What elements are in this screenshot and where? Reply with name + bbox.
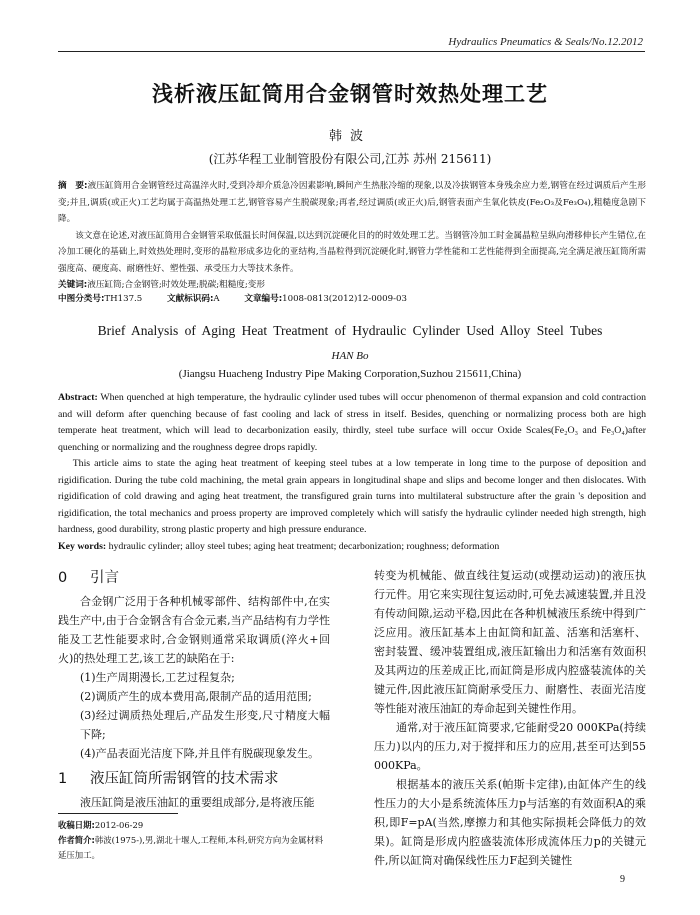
abstract-text-en-1: When quenched at high temperature, the hydraulic cylinder used tubes will occur phenomenon of thermal expansion and cold contraction and will deform after quenching because of fast cooling and lack of stress in itself. Besides, quenching or normalizing process both are high temperate heat treatment, which will lead to decarbonization easily, thirdly, steel tube surface will occur Oxide Scales(Fe₂O₃ and Fe₃O₄)after quenching or normalizing and the roughness degree drops rapidly. <box>58 392 647 453</box>
chinese-affiliation: (江苏华程工业制管股份有限公司,江苏 苏州 215611) <box>208 152 492 166</box>
abstract-label-en: Abstract: <box>58 392 98 403</box>
abstract-label-cn: 摘 要: <box>58 181 88 191</box>
keywords-text-cn: 液压缸筒;合金钢管;时效处理;脱碳;粗糙度;变形 <box>87 280 265 290</box>
right-paragraph-3: 根据基本的液压关系(帕斯卡定律),由缸体产生的线性压力的大小是系统流体压力p与活塞的有效面积A的乘积,即F=pA(当然,摩擦力和其他实际损耗会降低力的效果)。缸筒是形成内腔盛装流体形成流体压力p的关键元件,所以缸筒对确保线性压力F起到关键性 <box>374 778 646 867</box>
english-title: Brief Analysis of Aging Heat Treatment of Hydraulic Cylinder Used Alloy Steel Tubes <box>97 323 603 338</box>
doc-code-value: A <box>213 294 220 304</box>
right-paragraph-1: 转变为机械能、做直线往复运动(或摆动运动)的液压执行元件。用它来实现往复运动时,可免去减速装置,并且没有传动间隙,运动平稳,因此在各种机械液压系统中得到广泛应用。液压缸基本上由缸筒和缸盖、活塞和活塞杆、密封装置、缓冲装置组成,液压缸输出力和活塞有效面积及其两边的压差成正比,而缸筒是形成内腔盛装流体的关键元件,因此液压缸筒耐承受压力、耐磨性、表面光洁度等性能对液压油缸的寿命起到关键性作用。 <box>374 569 646 715</box>
english-abstract <box>58 390 646 555</box>
chinese-abstract-para-1 <box>58 178 646 228</box>
left-column <box>58 562 330 812</box>
section-0-number: 0 <box>58 570 68 586</box>
clc-label: 中图分类号: <box>58 294 105 304</box>
footnote <box>58 818 330 863</box>
english-abstract-para-1 <box>58 390 646 456</box>
author-bio <box>58 833 330 863</box>
keywords-text-en: hydraulic cylinder; alloy steel tubes; aging heat treatment; decarbonization; roughness; deformation <box>108 540 500 552</box>
defect-item-4: (4)产品表面光洁度下降,并且伴有脱碳现象发生。 <box>80 747 320 760</box>
clc-value: TH137.5 <box>104 294 143 304</box>
chinese-abstract <box>58 178 646 294</box>
doc-code-label: 文献标识码: <box>166 294 214 304</box>
english-abstract-para-2: This article aims to state the aging heat treatment of keeping steel tubes at a low temperate in long time to the purpose of deposition and rigidification. During the tube cold machining, the metal grain appears in longitudinal shape and slips and become longer and then dislocates. With rigidification of cold drawing and aging heat treatment, the transfigured grain turns into multilateral substructure after the grain 's deposition and rigidification, the total mechanics and proess property are improved completely which will satisfy the hydraulic cylinder needed high strength, high hardness, good durability, strong plastic property and high pressure endurance. <box>58 458 646 535</box>
chinese-title: 浅析液压缸筒用合金钢管时效热处理工艺 <box>152 82 548 106</box>
footnote-rule <box>58 813 178 814</box>
chinese-author: 韩波 <box>328 129 371 144</box>
section-1-paragraph: 液压缸筒是液压油缸的重要组成部分,是将液压能 <box>80 796 315 809</box>
section-0-heading <box>58 568 330 588</box>
section-1-number: 1 <box>58 771 68 787</box>
received-value: 2012-06-29 <box>94 820 144 830</box>
keywords-label-en: Key words: <box>58 540 107 552</box>
article-number <box>244 292 407 304</box>
section-1-heading <box>58 769 330 789</box>
right-column <box>374 566 646 870</box>
defect-item-3: (3)经过调质热处理后,产品发生形变,尺寸精度大幅下降; <box>80 709 330 741</box>
header-rule <box>58 51 645 52</box>
article-no-label: 文章编号: <box>244 294 283 304</box>
english-author: HAN Bo <box>331 350 369 362</box>
document-code <box>167 292 220 304</box>
defect-item-2: (2)调质产生的成本费用高,限制产品的适用范围; <box>80 690 312 703</box>
author-bio-label: 作者简介: <box>58 835 95 845</box>
keywords-label-cn: 关键词: <box>58 280 88 290</box>
english-affiliation: (Jiangsu Huacheng Industry Pipe Making Corporation,Suzhou 215611,China) <box>178 368 522 380</box>
article-no-value: 1008-0813(2012)12-0009-03 <box>282 294 407 304</box>
english-keywords <box>58 539 646 556</box>
right-paragraph-2: 通常,对于液压缸筒要求,它能耐受20 000KPa(持续压力)以内的压力,对于搅拌和压力的应用,甚至可达到55 000KPa。 <box>374 721 646 772</box>
classification-line <box>58 292 646 304</box>
running-header: Hydraulics Pneumatics & Seals/No.12.2012 <box>448 36 643 48</box>
author-bio-text: 韩波(1975-),男,湖北十堰人,工程师,本科,研究方向为金属材料延压加工。 <box>58 835 324 860</box>
abstract-text-cn-1: 液压缸筒用合金钢管经过高温淬火时,受到冷却介质急冷因素影响,瞬间产生热胀冷缩的现象,以及冷拔钢管本身残余应力差,钢管在经过调质后产生形变;并且,调质(或正火)工艺均属于高温热处理工艺,钢管容易产生脱碳现象;再者,经过调质(或正火)后,钢管表面产生氧化铁皮(Fe₂O₃及Fe₃O₄),粗糙度急剧下降。 <box>58 181 646 224</box>
received-date <box>58 818 330 833</box>
received-label: 收稿日期: <box>58 820 95 830</box>
intro-paragraph: 合金钢广泛用于各种机械零部件、结构部件中,在实践生产中,由于合金钢含有合金元素,当产品结构有力学性能及工艺性能要求时,合金钢则通常采取调质(淬火+回火)的热处理工艺,该工艺的缺陷在于: <box>58 595 330 665</box>
section-0-title: 引言 <box>90 570 119 586</box>
page-number: 9 <box>620 874 625 885</box>
section-1-title: 液压缸筒所需钢管的技术需求 <box>90 771 279 787</box>
defect-item-1: (1)生产周期漫长,工艺过程复杂; <box>80 671 235 684</box>
chinese-abstract-para-2: 该文意在论述,对液压缸筒用合金钢管采取低温长时间保温,以达到沉淀硬化目的的时效处理工艺。当钢管冷加工时金属晶粒呈纵向滑移伸长产生错位,在冷加工硬化的基础上,时效热处理时,变形的晶粒形成多边化的亚结构,当晶粒得到沉淀硬化时,钢管力学性能和工艺性能得到全面提高,完全满足液压缸筒所需强度高、硬度高、耐磨性好、塑性强、承受压力大等技术条件。 <box>58 230 646 274</box>
clc-number <box>58 292 142 304</box>
